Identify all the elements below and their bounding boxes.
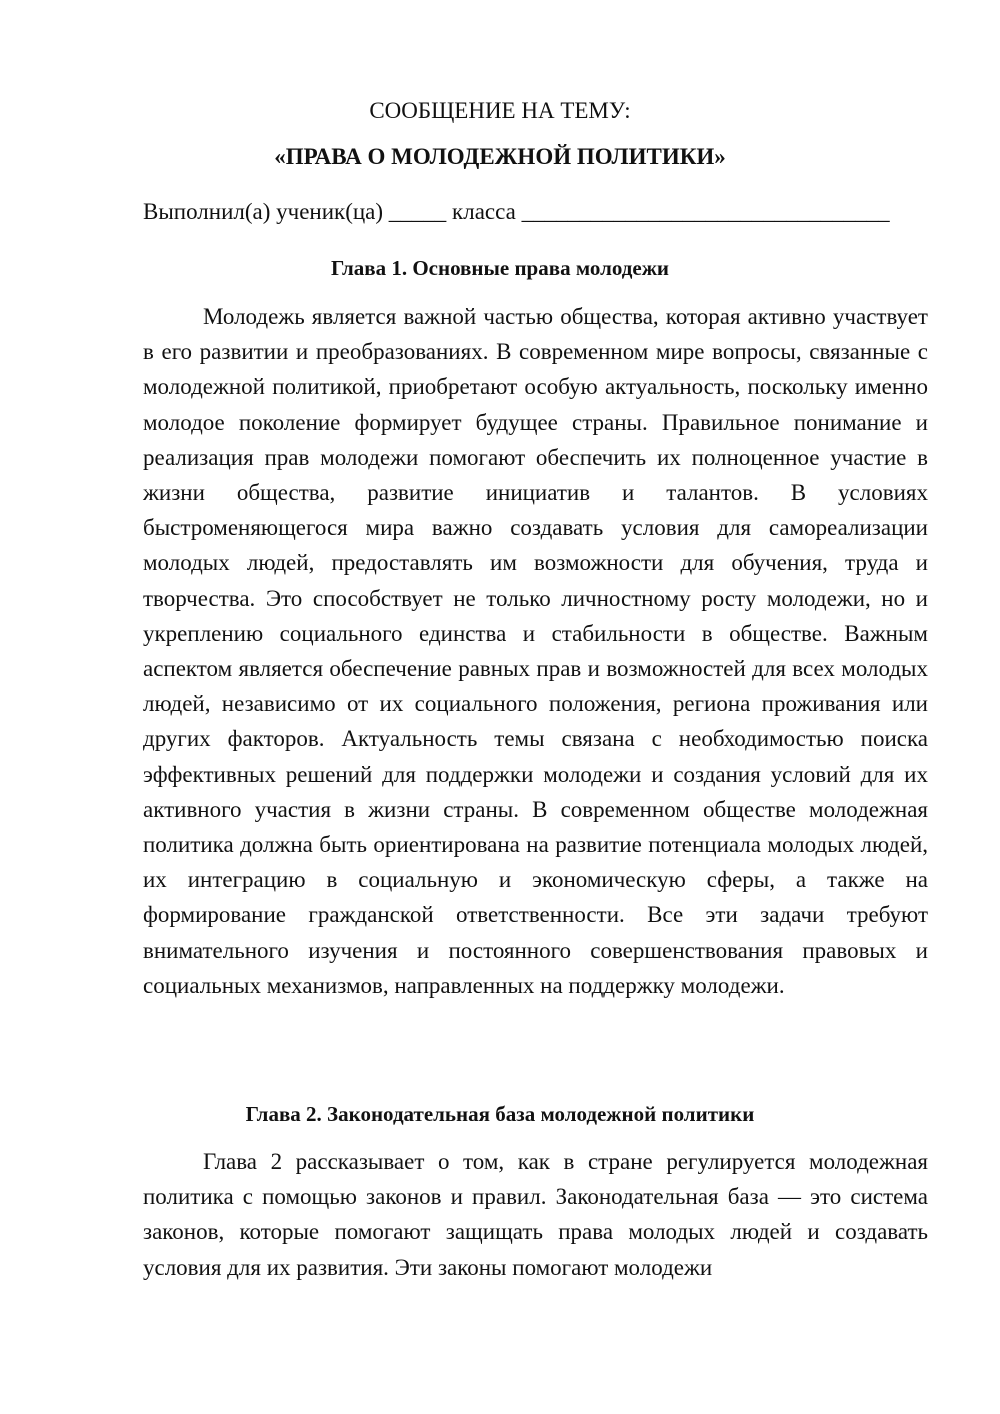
chapter2-paragraph: Глава 2 рассказывает о том, как в стране регулируется молодежная политика с помощью законов и правил. Законодательная база — это система законов, которые помогают защищать права молодых людей и создавать условия для их развития. Эти законы помогают молодежи bbox=[143, 1149, 928, 1280]
chapter1-heading: Глава 1. Основные права молодежи bbox=[330, 256, 670, 280]
document-title-topic: СООБЩЕНИЕ НА ТЕМУ: bbox=[369, 98, 631, 123]
document-title: «ПРАВА О МОЛОДЕЖНОЙ ПОЛИТИКИ» bbox=[274, 144, 726, 169]
author-line: Выполнил(а) ученик(ца) _____ класса ________________________________ bbox=[143, 199, 890, 224]
chapter1-paragraph: Молодежь является важной частью общества, которая активно участвует в его развитии и преобразованиях. В современном мире вопросы, связанные с молодежной политикой, приобретают особую актуальность, поскольку именно молодое поколение формирует будущее страны. Правильное понимание и реализация прав молодежи помогают обеспечить их полноценное участие в жизни общества, развитие инициатив и талантов. В условиях быстроменяющегося мира важно создавать условия для самореализации молодых людей, предоставлять им возможности для обучения, труда и творчества. Это способствует не только личностному росту молодежи, но и укреплению социального единства и стабильности в обществе. Важным аспектом является обеспечение равных прав и возможностей для всех молодых людей, независимо от их социального положения, региона проживания или других факторов. Актуальность темы связана с необходимостью поиска эффективных решений для поддержки молодежи и создания условий для их активного участия в жизни страны. В современном обществе молодежная политика должна быть ориентирована на развитие потенциала молодых людей, их интеграцию в социальную и экономическую сферы, а также на формирование гражданской ответственности. Все эти задачи требуют внимательного изучения и постоянного совершенствования правовых и социальных механизмов, направленных на поддержку молодежи. bbox=[143, 304, 928, 998]
chapter2-heading: Глава 2. Законодательная база молодежной политики bbox=[245, 1102, 755, 1126]
